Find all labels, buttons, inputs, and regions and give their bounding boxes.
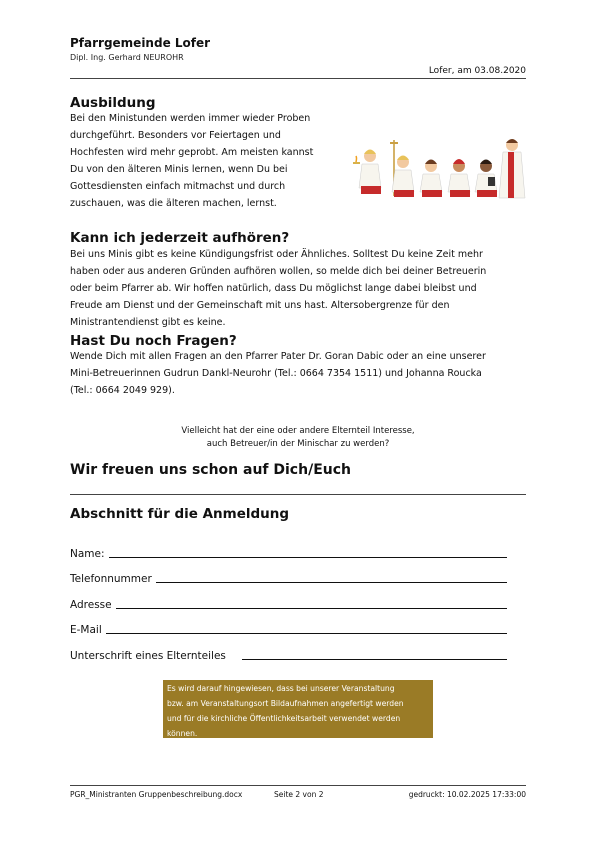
note-line: auch Betreuer/in der Minischar zu werden?: [206, 439, 390, 449]
note-line: Vielleicht hat der eine oder andere Elternteil Interesse,: [181, 426, 415, 436]
footer-rule: [70, 785, 526, 786]
text-line: Bei den Ministunden werden immer wieder Proben: [70, 113, 311, 124]
altar-server-figure: [390, 140, 414, 197]
parent-interest-note: [130, 425, 466, 451]
email-input-line[interactable]: [106, 623, 507, 634]
text-line: Wende Dich mit allen Fragen an den Pfarrer Pater Dr. Goran Dabic oder an eine unserer: [70, 351, 486, 362]
text-line: zuschauen, was die älteren machen, lernst.: [70, 198, 277, 209]
aufhoeren-text: [70, 246, 530, 331]
phone-field[interactable]: [70, 569, 507, 585]
text-line: Freude am Dienst und der Gemeinschaft mit uns hast. Altersobergrenze für den: [70, 300, 450, 311]
section-heading-aufhoeren: Kann ich jederzeit aufhören?: [70, 230, 290, 246]
registration-heading: Abschnitt für die Anmeldung: [70, 506, 290, 522]
consent-line: Es wird darauf hingewiesen, dass bei unserer Veranstaltung: [167, 684, 395, 693]
name-input-line[interactable]: [109, 547, 507, 558]
header-rule: [70, 78, 526, 79]
altar-server-figure: [448, 159, 470, 197]
text-line: Hochfesten wird mehr geprobt. Am meisten kannst: [70, 147, 314, 158]
photo-consent-notice: [163, 680, 433, 738]
footer-filename: PGR_Ministranten Gruppenbeschreibung.docx: [70, 790, 243, 799]
name-label: Name:: [70, 548, 105, 560]
altar-server-figure: [420, 160, 442, 198]
ausbildung-text: [70, 110, 345, 212]
consent-line: und für die kirchliche Öffentlichkeitsarbeit verwendet werden: [167, 714, 401, 723]
text-line: Ministrantendienst gibt es keine.: [70, 317, 226, 328]
name-field[interactable]: [70, 544, 507, 560]
footer-page-number: Seite 2 von 2: [274, 790, 324, 799]
text-line: oder beim Pfarrer ab. Wir hoffen natürlich, dass Du möglichst lange dabei bleibst und: [70, 283, 477, 294]
section-divider: [70, 494, 526, 495]
place-date: Lofer, am 03.08.2020: [428, 66, 526, 76]
address-field[interactable]: [70, 595, 507, 611]
email-field[interactable]: [70, 620, 507, 636]
address-label: Adresse: [70, 599, 112, 611]
closing-heading: Wir freuen uns schon auf Dich/Euch: [70, 462, 351, 478]
author-name: Dipl. Ing. Gerhard NEUROHR: [70, 53, 184, 62]
altar-server-figure: [353, 150, 381, 195]
fragen-text: [70, 348, 530, 399]
signature-input-line[interactable]: [242, 649, 507, 660]
email-label: E-Mail: [70, 624, 102, 636]
consent-line: bzw. am Veranstaltungsort Bildaufnahmen angefertigt werden: [167, 699, 404, 708]
phone-input-line[interactable]: [156, 572, 507, 583]
consent-line: können.: [167, 729, 198, 738]
altar-server-figure: [475, 160, 497, 198]
signature-field[interactable]: [70, 646, 507, 662]
altar-servers-illustration: [348, 136, 526, 202]
text-line: durchgeführt. Besonders vor Feiertagen und: [70, 130, 281, 141]
text-line: haben oder aus anderen Gründen aufhören wollen, so melde dich bei deiner Betreuerin: [70, 266, 487, 277]
text-line: Du von den älteren Minis lernen, wenn Du bei: [70, 164, 288, 175]
text-line: Gottesdiensten einfach mitmachst und durch: [70, 181, 286, 192]
section-heading-fragen: Hast Du noch Fragen?: [70, 333, 237, 349]
section-heading-ausbildung: Ausbildung: [70, 95, 156, 111]
phone-label: Telefonnummer: [70, 573, 152, 585]
footer-printed-date: gedruckt: 10.02.2025 17:33:00: [408, 790, 526, 799]
priest-figure: [499, 139, 525, 198]
text-line: (Tel.: 0664 2049 929).: [70, 385, 175, 396]
text-line: Mini-Betreuerinnen Gudrun Dankl-Neurohr (Tel.: 0664 7354 1511) und Johanna Roucka: [70, 368, 482, 379]
text-line: Bei uns Minis gibt es keine Kündigungsfrist oder Ähnliches. Solltest Du keine Zeit mehr: [70, 249, 483, 260]
organization-name: Pfarrgemeinde Lofer: [70, 36, 211, 50]
signature-label: Unterschrift eines Elternteiles: [70, 650, 226, 662]
address-input-line[interactable]: [116, 598, 507, 609]
